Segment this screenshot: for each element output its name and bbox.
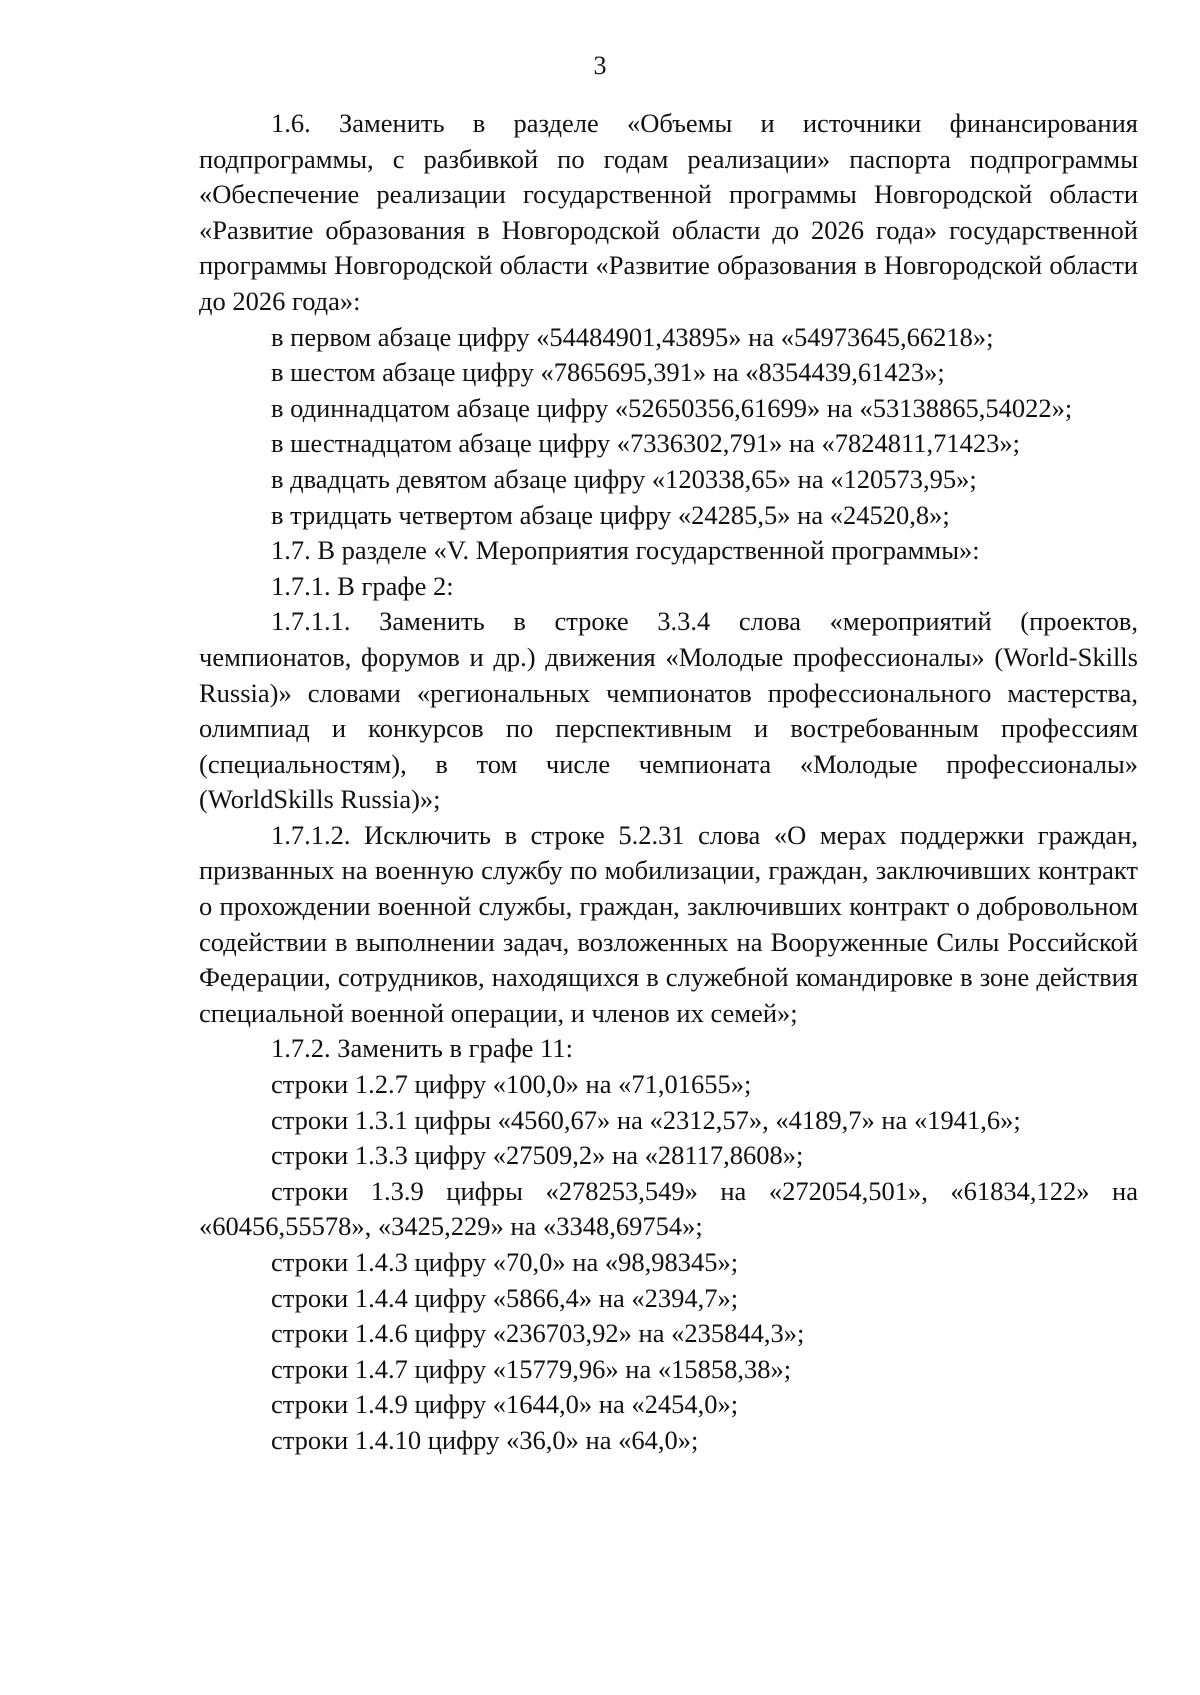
list-item: строки 1.4.4 цифру «5866,4» на «2394,7»; — [271, 1282, 739, 1313]
list-item: в двадцать девятом абзаце цифру «120338,65» на «120573,95»; — [271, 463, 977, 494]
paragraph-1-6: 1.6. Заменить в разделе «Объемы и источники финансирования подпрограммы, с разбивкой по годам реализации» паспорта подпрограммы «Обеспечение реализации государственной программы Новгородской области «Развитие образования в Новгородской области до 2026 года» государственной программы Новгородской области «Развитие образования в Новгородской области до 2026 года»: — [199, 108, 1138, 316]
list-item: строки 1.4.10 цифру «36,0» на «64,0»; — [271, 1424, 699, 1455]
paragraph-1-7-1-1: 1.7.1.1. Заменить в строке 3.3.4 слова «мероприятий (проектов, чемпионатов, форумов и др.) движения «Молодые профессионалы» (World-Skills Russia)» словами «региональных чемпионатов профессионального мастерства, олимпиад и конкурсов по перспективным и востребованным профессиям (специальностям), в том числе чемпионата «Молодые профессионалы» (WorldSkills Russia)»; — [199, 606, 1138, 815]
list-item: строки 1.4.7 цифру «15779,96» на «15858,38»; — [271, 1353, 792, 1384]
list-item: в первом абзаце цифру «54484901,43895» на «54973645,66218»; — [271, 321, 994, 352]
list-item: в шестнадцатом абзаце цифру «7336302,791» на «7824811,71423»; — [271, 428, 1021, 459]
list-item: строки 1.4.9 цифру «1644,0» на «2454,0»; — [271, 1389, 739, 1420]
list-item: в шестом абзаце цифру «7865695,391» на «8354439,61423»; — [271, 357, 945, 388]
paragraph-1-7-2: 1.7.2. Заменить в графе 11: — [271, 1033, 573, 1064]
list-item: строки 1.4.3 цифру «70,0» на «98,98345»; — [271, 1247, 739, 1277]
list-item: строки 1.2.7 цифру «100,0» на «71,01655»; — [271, 1069, 752, 1100]
page-number: 3 — [593, 51, 607, 80]
list-item: строки 1.4.6 цифру «236703,92» на «235844,3»; — [271, 1318, 805, 1349]
paragraph-1-7: 1.7. В разделе «V. Мероприятия государственной программы»: — [271, 535, 980, 566]
list-item: строки 1.3.1 цифры «4560,67» на «2312,57», «4189,7» на «1941,6»; — [271, 1104, 1021, 1135]
paragraph-1-7-1-2: 1.7.1.2. Исключить в строке 5.2.31 слова «О мерах поддержки граждан, призванных на военную службу по мобилизации, граждан, заключивших контракт о прохождении военной службы, граждан, заключивших контракт о добровольном содействии в выполнении задач, возложенных на Вооруженные Силы Российской Федерации, сотрудников, находящихся в служебной командировке в зоне действия специальной военной операции, и членов их семей»; — [199, 819, 1138, 1028]
list-item: строки 1.3.9 цифры «278253,549» на «272054,501», «61834,122» на «60456,55578», «3425,229» на «3348,69754»; — [199, 1175, 1138, 1242]
list-item: в одиннадцатом абзаце цифру «52650356,61699» на «53138865,54022»; — [271, 392, 1073, 423]
list-item: в тридцать четвертом абзаце цифру «24285,5» на «24520,8»; — [271, 499, 950, 530]
paragraph-1-7-1: 1.7.1. В графе 2: — [271, 570, 454, 601]
list-item: строки 1.3.3 цифру «27509,2» на «28117,8608»; — [271, 1140, 804, 1171]
document-body — [199, 106, 1138, 1459]
